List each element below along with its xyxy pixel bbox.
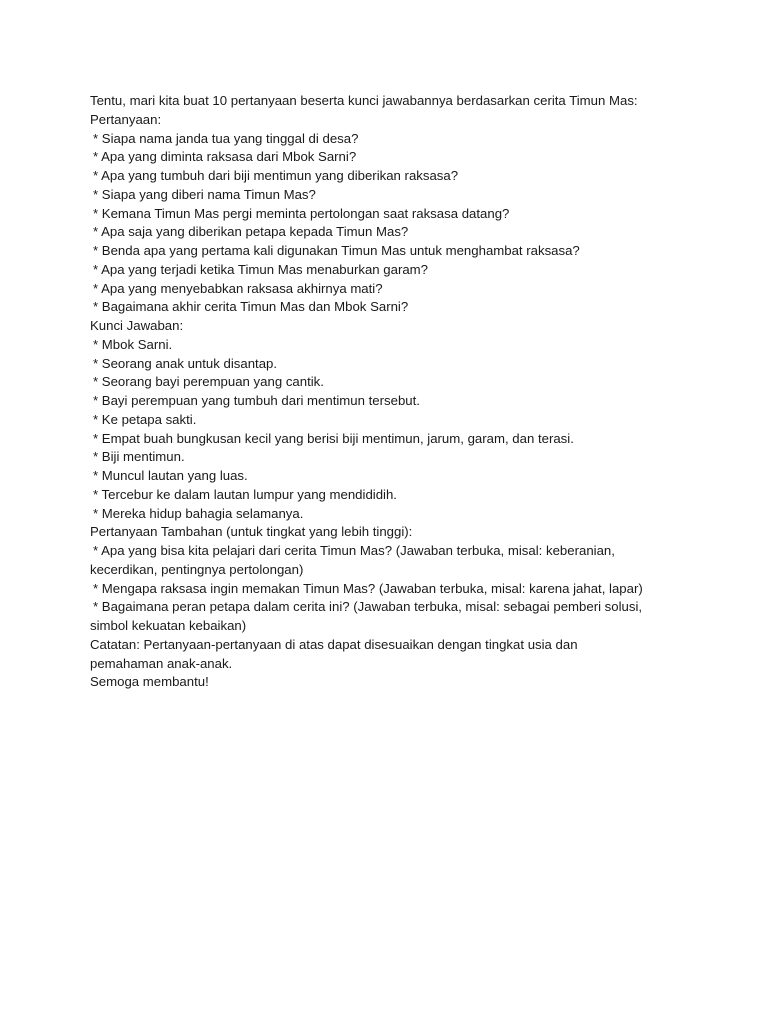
question-item: * Siapa nama janda tua yang tinggal di desa? [93, 130, 359, 146]
note-text: Catatan: Pertanyaan-pertanyaan di atas dapat disesuaikan dengan tingkat usia dan [90, 636, 578, 652]
question-item: * Kemana Timun Mas pergi meminta pertolongan saat raksasa datang? [93, 205, 510, 221]
answers-heading: Kunci Jawaban: [90, 318, 184, 333]
answer-item: * Ke petapa sakti. [93, 411, 197, 427]
answers-list [90, 336, 680, 524]
extra-question-line: * Apa yang bisa kita pelajari dari cerita Timun Mas? (Jawaban terbuka, misal: keberanian, [93, 543, 615, 558]
answer-item: * Seorang anak untuk disantap. [93, 355, 278, 371]
question-item: * Apa yang tumbuh dari biji mentimun yang diberikan raksasa? [93, 168, 459, 183]
question-item: * Apa yang diminta raksasa dari Mbok Sarni? [93, 149, 357, 165]
note-text-continued: pemahaman anak-anak. [90, 655, 233, 671]
questions-list [90, 130, 680, 318]
extra-question-line: simbol kekuatan kebaikan) [90, 618, 247, 633]
extra-questions-list [90, 542, 680, 636]
closing-text: Semoga membantu! [90, 674, 209, 690]
answer-item: * Mereka hidup bahagia selamanya. [93, 505, 304, 521]
extra-question-line: kecerdikan, pentingnya pertolongan) [90, 561, 304, 577]
extra-question-line: * Bagaimana peran petapa dalam cerita ini? (Jawaban terbuka, misal: sebagai pemberi solusi, [93, 599, 643, 615]
extra-question-item [90, 542, 680, 580]
questions-heading: Pertanyaan: [90, 111, 162, 127]
question-item: * Apa yang terjadi ketika Timun Mas menaburkan garam? [93, 261, 428, 277]
answer-item: * Bayi perempuan yang tumbuh dari mentimun tersebut. [93, 393, 420, 408]
extra-question-item [90, 598, 680, 636]
document-body [90, 92, 680, 692]
answer-item: * Empat buah bungkusan kecil yang berisi biji mentimun, jarum, garam, dan terasi. [93, 430, 574, 446]
answer-item: * Mbok Sarni. [93, 336, 173, 352]
answer-item: * Muncul lautan yang luas. [93, 468, 248, 483]
extra-questions-heading: Pertanyaan Tambahan (untuk tingkat yang lebih tinggi): [90, 524, 413, 540]
question-item: * Bagaimana akhir cerita Timun Mas dan Mbok Sarni? [93, 299, 409, 315]
question-item: * Apa saja yang diberikan petapa kepada Timun Mas? [93, 224, 409, 240]
answer-item: * Biji mentimun. [93, 449, 185, 465]
extra-question-item [90, 580, 680, 599]
answer-item: * Seorang bayi perempuan yang cantik. [93, 374, 324, 390]
question-item: * Siapa yang diberi nama Timun Mas? [93, 186, 316, 202]
extra-question-line: * Mengapa raksasa ingin memakan Timun Mas? (Jawaban terbuka, misal: karena jahat, lapar) [93, 580, 643, 596]
question-item: * Apa yang menyebabkan raksasa akhirnya mati? [93, 280, 383, 296]
intro-text: Tentu, mari kita buat 10 pertanyaan beserta kunci jawabannya berdasarkan cerita Timun Mas: [90, 93, 638, 108]
answer-item: * Tercebur ke dalam lautan lumpur yang mendididih. [93, 486, 397, 502]
question-item: * Benda apa yang pertama kali digunakan Timun Mas untuk menghambat raksasa? [93, 243, 580, 258]
